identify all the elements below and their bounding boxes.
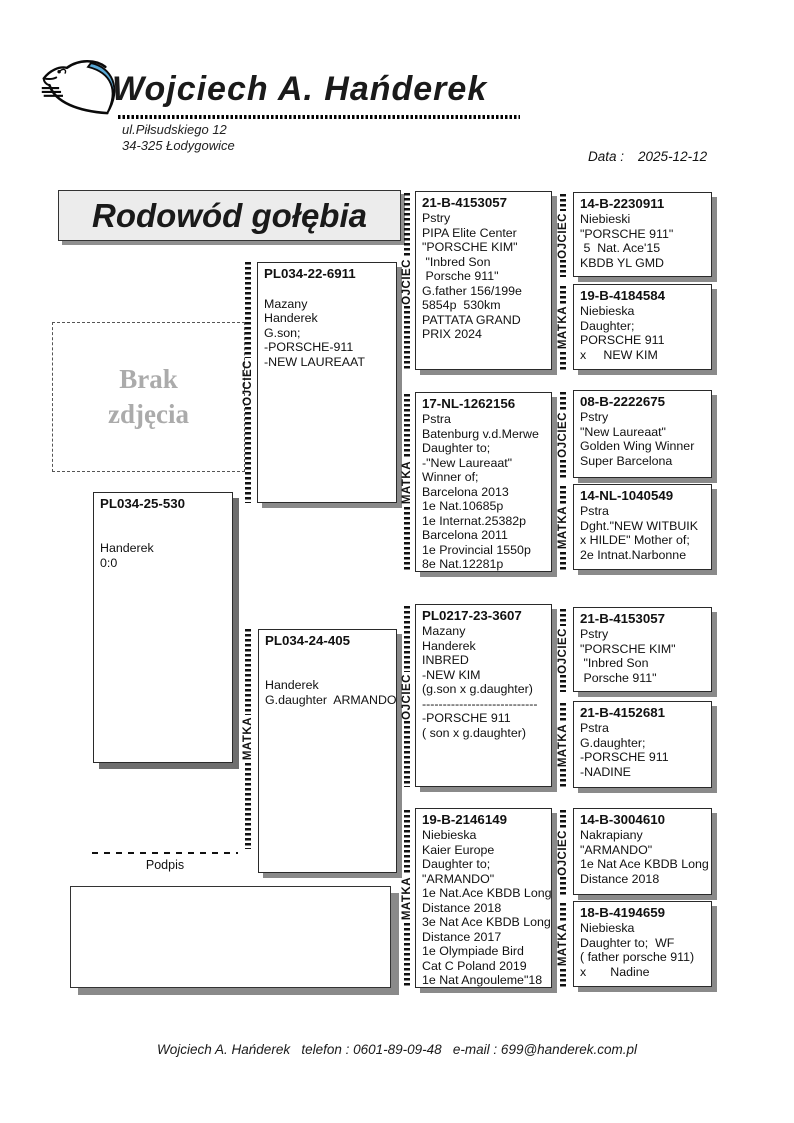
pedigree-box: [573, 192, 712, 277]
pedigree-box: [573, 701, 712, 788]
dashed-connector-line: [560, 703, 566, 722]
ring-number: 14-B-3004610: [580, 812, 666, 827]
relation-label: OJCIEC: [401, 258, 413, 305]
pedigree-line: "Inbred Son: [580, 656, 649, 670]
ring-number: 19-B-2146149: [422, 812, 508, 827]
pedigree-line: 1e Nat.10685p: [422, 499, 504, 513]
pedigree-line: Batenburg v.d.Merwe: [422, 426, 539, 441]
parent-connector-matka: [557, 903, 569, 987]
relation-label: OJCIEC: [401, 673, 413, 720]
pedigree-line: [264, 282, 391, 297]
parent-connector-ojciec: [242, 262, 254, 503]
pedigree-line: Kaier Europe: [422, 842, 495, 857]
relation-label: MATKA: [557, 923, 569, 967]
pedigree-line: "New Laureaat": [580, 424, 666, 439]
document-title: Rodowód gołębia: [92, 196, 367, 234]
pedigree-box: [573, 808, 712, 895]
ring-number: 21-B-4153057: [422, 195, 508, 210]
pedigree-line: Daughter;: [580, 318, 635, 333]
pedigree-line: 1e Provincial 1550p: [422, 542, 531, 557]
pedigree-box: [415, 808, 552, 988]
pedigree-line: Daughter to; WF: [580, 935, 675, 950]
relation-label: MATKA: [557, 306, 569, 350]
dashed-connector-line: [245, 407, 251, 503]
pedigree-line: 1e Internat.25382p: [422, 513, 527, 528]
pedigree-box: [415, 604, 552, 787]
signature-box: [70, 886, 391, 988]
relation-label: OJCIEC: [557, 412, 569, 458]
dashed-connector-line: [560, 969, 566, 987]
pedigree-line: "PORSCHE KIM": [422, 240, 518, 254]
signature-label: Podpis: [145, 858, 185, 872]
pedigree-line: Dght."NEW WITBUIK: [580, 518, 698, 533]
ring-number: 14-B-2230911: [580, 196, 665, 211]
parent-connector-matka: [242, 629, 254, 849]
pedigree-line: ( son x g.daughter): [422, 725, 527, 740]
pedigree-line: Pstra: [422, 412, 451, 426]
dashed-connector-line: [404, 394, 410, 459]
pedigree-line: [100, 512, 227, 527]
dashed-connector-line: [560, 810, 566, 828]
pedigree-line: Mazany: [264, 296, 308, 311]
photo-placeholder-line2: zdjęcia: [108, 399, 189, 429]
pedigree-line: -PORSCHE 911: [422, 711, 511, 725]
pedigree-line: G.daughter;: [580, 735, 646, 750]
parent-connector-matka: [401, 810, 413, 988]
relation-label: OJCIEC: [557, 627, 569, 674]
pedigree-line: KBDB YL GMD: [580, 255, 665, 270]
pedigree-line: Winner of;: [422, 470, 479, 484]
pedigree-line: Pstry: [580, 410, 609, 424]
ring-number: 19-B-4184584: [580, 288, 666, 303]
signature-dashed-line: [92, 852, 238, 854]
pedigree-line: Niebieska: [422, 828, 477, 842]
pedigree-line: Handerek: [100, 541, 154, 555]
document-title-box: [58, 190, 401, 241]
pedigree-line: -NEW LAUREAAT: [264, 354, 365, 369]
address-city: 34-325 Łodygowice: [122, 138, 235, 153]
pedigree-line: -"New Laureaat": [422, 455, 513, 470]
parent-connector-ojciec: [557, 194, 569, 277]
pedigree-line: ( father porsche 911): [580, 950, 695, 964]
pedigree-line: Handerek: [422, 638, 476, 653]
pedigree-line: [265, 649, 391, 664]
dashed-connector-line: [404, 606, 410, 672]
pedigree-line: Daughter to;: [422, 857, 491, 871]
main-bird-box: [93, 492, 233, 763]
dashed-connector-line: [404, 507, 410, 572]
pedigree-box: [258, 629, 397, 873]
dashed-connector-line: [245, 629, 251, 715]
pedigree-line: Daughter to;: [422, 441, 491, 455]
pedigree-line: -NEW KIM: [422, 667, 481, 682]
dashed-connector-line: [404, 810, 410, 875]
pedigree-line: Golden Wing Winner: [580, 439, 695, 453]
ring-number: PL034-24-405: [265, 633, 351, 648]
pedigree-line: ----------------------------: [422, 696, 538, 711]
pedigree-line: Pstry: [580, 627, 609, 641]
pedigree-box: [257, 262, 397, 503]
dashed-connector-line: [560, 877, 566, 895]
ring-number: 08-B-2222675: [580, 394, 666, 409]
pedigree-line: 0:0: [100, 555, 118, 570]
pedigree-line: Barcelona 2013: [422, 484, 509, 499]
relation-label: OJCIEC: [557, 212, 569, 259]
pedigree-line: -PORSCHE 911: [580, 750, 669, 764]
date-label: Data :: [588, 149, 625, 164]
pedigree-line: "ARMANDO": [580, 842, 653, 857]
dashed-connector-line: [245, 262, 251, 358]
pedigree-line: -PORSCHE-911: [264, 340, 354, 354]
ring-number: 17-NL-1262156: [422, 396, 516, 411]
pedigree-line: Porsche 911": [422, 269, 499, 283]
pedigree-line: "Inbred Son: [422, 254, 491, 269]
pedigree-box: [573, 484, 712, 570]
dotted-divider: [118, 115, 520, 119]
pedigree-line: x HILDE" Mother of;: [580, 533, 690, 547]
owner-name: Wojciech A. Hańderek: [112, 70, 488, 108]
date-line: [588, 149, 707, 164]
parent-connector-matka: [557, 703, 569, 788]
dashed-connector-line: [560, 552, 566, 570]
pedigree-line: [100, 527, 227, 542]
pedigree-line: Nakrapiany: [580, 828, 643, 842]
pedigree-line: PORSCHE 911: [580, 333, 665, 347]
pedigree-line: 1e Olympiade Bird: [422, 944, 524, 958]
pedigree-line: "PORSCHE 911": [580, 226, 674, 241]
photo-placeholder-line1: Brak: [119, 363, 178, 394]
pedigree-line: Handerek: [264, 311, 318, 325]
relation-label: MATKA: [401, 461, 413, 505]
pedigree-line: 2e Intnat.Narbonne: [580, 547, 687, 562]
pedigree-line: 5 Nat. Ace'15: [580, 241, 661, 255]
pedigree-box: [573, 607, 712, 692]
pedigree-line: PIPA Elite Center: [422, 225, 517, 240]
pedigree-line: Pstra: [580, 504, 609, 518]
pedigree-line: 1e Nat.Ace KBDB Long: [422, 886, 552, 900]
pedigree-line: 5854p 530km: [422, 298, 501, 312]
pedigree-box: [573, 390, 712, 478]
dashed-connector-line: [404, 193, 410, 257]
dashed-connector-line: [560, 903, 566, 921]
parent-connector-ojciec: [557, 810, 569, 895]
ring-number: 21-B-4153057: [580, 611, 666, 626]
relation-label: MATKA: [557, 506, 569, 550]
pedigree-line: 1e Nat Ace KBDB Long: [580, 857, 709, 871]
address-street: ul.Piłsudskiego 12: [122, 122, 227, 137]
parent-connector-matka: [557, 286, 569, 370]
ring-number: 14-NL-1040549: [580, 488, 674, 503]
pedigree-line: 1e Nat Angouleme"18: [422, 973, 543, 987]
pedigree-line: Mazany: [422, 624, 466, 638]
pedigree-line: G.daughter ARMANDO: [265, 692, 397, 707]
relation-label: MATKA: [557, 723, 569, 768]
pedigree-line: 8e Nat.12281p: [422, 557, 504, 571]
dashed-connector-line: [560, 769, 566, 788]
ring-number: PL034-22-6911: [264, 266, 356, 281]
pedigree-line: (g.son x g.daughter): [422, 682, 533, 696]
dashed-connector-line: [560, 260, 566, 277]
dashed-connector-line: [560, 352, 566, 370]
pedigree-line: x NEW KIM: [580, 347, 658, 362]
pedigree-line: Pstry: [422, 211, 451, 225]
photo-placeholder: [52, 322, 245, 472]
pedigree-line: Super Barcelona: [580, 453, 673, 468]
pedigree-line: [265, 664, 391, 679]
pedigree-box: [573, 284, 712, 370]
dashed-connector-line: [404, 306, 410, 370]
dashed-connector-line: [245, 763, 251, 849]
pedigree-box: [415, 392, 552, 572]
pedigree-box: [573, 901, 712, 987]
pedigree-line: Distance 2017: [422, 929, 502, 944]
pedigree-line: G.son;: [264, 325, 301, 340]
dashed-connector-line: [560, 392, 566, 410]
dashed-connector-line: [560, 286, 566, 304]
pedigree-line: "ARMANDO": [422, 871, 495, 886]
ring-number: PL0217-23-3607: [422, 608, 522, 623]
pedigree-line: Pstra: [580, 721, 609, 735]
pedigree-line: PRIX 2024: [422, 327, 482, 341]
dashed-connector-line: [560, 486, 566, 504]
parent-connector-matka: [401, 394, 413, 572]
dashed-connector-line: [404, 721, 410, 787]
parent-connector-ojciec: [557, 609, 569, 692]
pedigree-line: Distance 2018: [580, 871, 660, 886]
pedigree-line: Niebieska: [580, 921, 635, 935]
parent-connector-ojciec: [401, 606, 413, 787]
parent-connector-ojciec: [557, 392, 569, 478]
parent-connector-matka: [557, 486, 569, 570]
dashed-connector-line: [560, 194, 566, 211]
pedigree-line: Cat C Poland 2019: [422, 958, 527, 973]
pedigree-line: "PORSCHE KIM": [580, 641, 676, 656]
parent-connector-ojciec: [401, 193, 413, 370]
relation-label: OJCIEC: [557, 829, 569, 876]
dashed-connector-line: [560, 609, 566, 626]
relation-label: OJCIEC: [242, 359, 254, 406]
pedigree-line: -NADINE: [580, 764, 631, 779]
dashed-connector-line: [560, 460, 566, 478]
ring-number: PL034-25-530: [100, 496, 186, 511]
pedigree-line: INBRED: [422, 653, 469, 667]
pedigree-line: Barcelona 2011: [422, 528, 508, 542]
pedigree-line: Porsche 911": [580, 670, 657, 685]
dashed-connector-line: [560, 675, 566, 692]
pedigree-line: Distance 2018: [422, 900, 502, 915]
ring-number: 21-B-4152681: [580, 705, 666, 720]
footer-contact: Wojciech A. Hańderek telefon : 0601-89-09-48 e-mail : 699@handerek.com.pl: [157, 1042, 637, 1057]
pedigree-line: 3e Nat Ace KBDB Long: [422, 915, 551, 929]
ring-number: 18-B-4194659: [580, 905, 666, 920]
dashed-connector-line: [404, 923, 410, 988]
pedigree-line: Handerek: [265, 678, 319, 692]
pedigree-line: Niebieski: [580, 212, 631, 226]
pedigree-line: x Nadine: [580, 964, 650, 979]
pedigree-line: Niebieska: [580, 304, 635, 318]
relation-label: MATKA: [242, 717, 254, 761]
date-value: 2025-12-12: [638, 149, 708, 164]
pedigree-box: [415, 191, 552, 370]
relation-label: MATKA: [401, 877, 413, 921]
pedigree-line: PATTATA GRAND: [422, 312, 521, 327]
pedigree-line: G.father 156/199e: [422, 283, 522, 298]
